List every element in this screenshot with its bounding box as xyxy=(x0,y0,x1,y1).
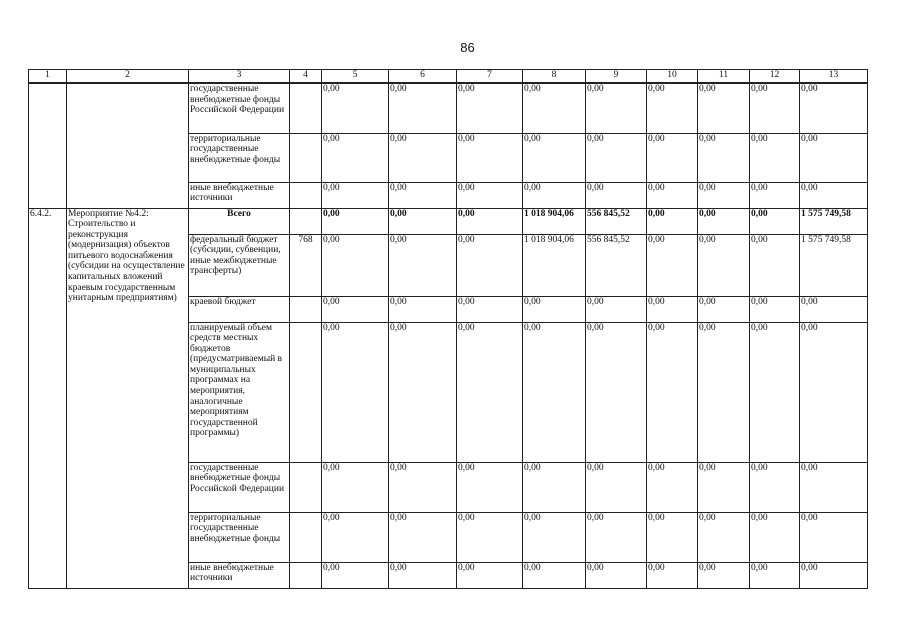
value-cell: 0,00 xyxy=(457,83,523,133)
code-cell xyxy=(290,296,322,322)
funding-source-total: Всего xyxy=(189,208,290,234)
value-cell: 0,00 xyxy=(698,208,750,234)
value-cell: 0,00 xyxy=(586,296,647,322)
value-cell: 0,00 xyxy=(800,133,868,182)
code-cell xyxy=(290,462,322,512)
value-cell: 0,00 xyxy=(750,462,800,512)
header-col-2: 2 xyxy=(67,70,189,84)
header-col-9: 9 xyxy=(586,70,647,84)
value-cell: 0,00 xyxy=(647,562,698,588)
value-cell: 0,00 xyxy=(750,562,800,588)
table-row xyxy=(29,83,868,133)
code-cell xyxy=(290,83,322,133)
value-cell: 0,00 xyxy=(698,234,750,296)
value-cell: 0,00 xyxy=(322,512,389,562)
value-cell: 0,00 xyxy=(698,322,750,462)
value-cell: 0,00 xyxy=(322,83,389,133)
value-cell: 0,00 xyxy=(523,562,586,588)
value-cell: 0,00 xyxy=(586,562,647,588)
value-cell: 0,00 xyxy=(322,133,389,182)
value-cell: 0,00 xyxy=(586,133,647,182)
value-cell: 0,00 xyxy=(647,133,698,182)
value-cell: 0,00 xyxy=(523,83,586,133)
funding-source: федеральный бюджет (субсидии, субвенции, иные межбюджетные трансферты) xyxy=(189,234,290,296)
header-col-5: 5 xyxy=(322,70,389,84)
funding-source: иные внебюджетные источники xyxy=(189,562,290,588)
code-cell xyxy=(290,182,322,208)
value-cell: 0,00 xyxy=(647,322,698,462)
value-cell: 0,00 xyxy=(523,133,586,182)
header-col-12: 12 xyxy=(750,70,800,84)
value-cell: 0,00 xyxy=(586,462,647,512)
value-cell: 0,00 xyxy=(389,562,457,588)
value-cell: 0,00 xyxy=(647,234,698,296)
section-name: Мероприятие №4.2: Строительство и реконструкция (модернизация) объектов питьевого водоснабжения (субсидии на осуществление капитальных вложений краевым государственным унитарным предприятиям) xyxy=(67,208,189,588)
value-cell: 0,00 xyxy=(523,322,586,462)
value-cell: 0,00 xyxy=(322,296,389,322)
header-row xyxy=(29,70,868,84)
header-col-1: 1 xyxy=(29,70,67,84)
value-cell: 0,00 xyxy=(457,512,523,562)
value-cell: 0,00 xyxy=(750,133,800,182)
total-row xyxy=(29,208,868,234)
value-cell: 0,00 xyxy=(523,462,586,512)
header-col-3: 3 xyxy=(189,70,290,84)
value-cell: 0,00 xyxy=(800,512,868,562)
funding-source: государственные внебюджетные фонды Российской Федерации xyxy=(189,462,290,512)
header-col-6: 6 xyxy=(389,70,457,84)
value-cell: 0,00 xyxy=(322,322,389,462)
code-cell xyxy=(290,133,322,182)
value-cell: 0,00 xyxy=(800,322,868,462)
value-cell: 0,00 xyxy=(586,182,647,208)
value-cell: 0,00 xyxy=(586,322,647,462)
value-cell: 0,00 xyxy=(457,234,523,296)
value-cell: 1 575 749,58 xyxy=(800,234,868,296)
funding-source: территориальные государственные внебюджетные фонды xyxy=(189,512,290,562)
value-cell: 556 845,52 xyxy=(586,208,647,234)
value-cell: 0,00 xyxy=(750,512,800,562)
prev-section-name xyxy=(67,83,189,208)
page-number: 86 xyxy=(460,40,475,55)
funding-source: государственные внебюджетные фонды Российской Федерации xyxy=(189,83,290,133)
value-cell: 0,00 xyxy=(698,83,750,133)
code-cell xyxy=(290,208,322,234)
code-cell xyxy=(290,512,322,562)
value-cell: 0,00 xyxy=(698,512,750,562)
value-cell: 0,00 xyxy=(389,296,457,322)
funding-source: территориальные государственные внебюджетные фонды xyxy=(189,133,290,182)
value-cell: 0,00 xyxy=(750,182,800,208)
value-cell: 0,00 xyxy=(457,322,523,462)
value-cell: 0,00 xyxy=(800,182,868,208)
value-cell: 1 018 904,06 xyxy=(523,208,586,234)
value-cell: 0,00 xyxy=(389,208,457,234)
value-cell: 0,00 xyxy=(322,208,389,234)
value-cell: 0,00 xyxy=(389,512,457,562)
header-col-10: 10 xyxy=(647,70,698,84)
value-cell: 0,00 xyxy=(457,562,523,588)
value-cell: 0,00 xyxy=(800,562,868,588)
value-cell: 0,00 xyxy=(800,296,868,322)
header-col-8: 8 xyxy=(523,70,586,84)
value-cell: 0,00 xyxy=(322,234,389,296)
header-col-7: 7 xyxy=(457,70,523,84)
value-cell: 0,00 xyxy=(389,133,457,182)
value-cell: 0,00 xyxy=(322,182,389,208)
value-cell: 0,00 xyxy=(647,462,698,512)
value-cell: 1 575 749,58 xyxy=(800,208,868,234)
value-cell: 0,00 xyxy=(389,322,457,462)
value-cell: 0,00 xyxy=(457,208,523,234)
value-cell: 0,00 xyxy=(523,512,586,562)
value-cell: 556 845,52 xyxy=(586,234,647,296)
value-cell: 0,00 xyxy=(698,133,750,182)
value-cell: 0,00 xyxy=(389,234,457,296)
code-cell: 768 xyxy=(290,234,322,296)
value-cell: 0,00 xyxy=(586,83,647,133)
header-col-13: 13 xyxy=(800,70,868,84)
value-cell: 0,00 xyxy=(698,296,750,322)
value-cell: 0,00 xyxy=(750,234,800,296)
value-cell: 0,00 xyxy=(647,208,698,234)
code-cell xyxy=(290,322,322,462)
budget-table xyxy=(28,69,868,589)
value-cell: 0,00 xyxy=(322,562,389,588)
value-cell: 0,00 xyxy=(647,296,698,322)
value-cell: 0,00 xyxy=(647,512,698,562)
value-cell: 0,00 xyxy=(750,83,800,133)
prev-section-number xyxy=(29,83,67,208)
value-cell: 0,00 xyxy=(698,462,750,512)
funding-source: планируемый объем средств местных бюджетов (предусматриваемый в муниципальных программах на мероприятия, аналогичные мероприятиям государственной программы) xyxy=(189,322,290,462)
value-cell: 0,00 xyxy=(647,83,698,133)
value-cell: 0,00 xyxy=(322,462,389,512)
value-cell: 0,00 xyxy=(750,208,800,234)
value-cell: 0,00 xyxy=(457,462,523,512)
funding-source: иные внебюджетные источники xyxy=(189,182,290,208)
value-cell: 1 018 904,06 xyxy=(523,234,586,296)
value-cell: 0,00 xyxy=(750,296,800,322)
header-col-11: 11 xyxy=(698,70,750,84)
value-cell: 0,00 xyxy=(389,182,457,208)
value-cell: 0,00 xyxy=(523,296,586,322)
value-cell: 0,00 xyxy=(523,182,586,208)
funding-source: краевой бюджет xyxy=(189,296,290,322)
value-cell: 0,00 xyxy=(647,182,698,208)
value-cell: 0,00 xyxy=(586,512,647,562)
value-cell: 0,00 xyxy=(457,182,523,208)
value-cell: 0,00 xyxy=(698,182,750,208)
value-cell: 0,00 xyxy=(750,322,800,462)
value-cell: 0,00 xyxy=(389,462,457,512)
value-cell: 0,00 xyxy=(457,296,523,322)
value-cell: 0,00 xyxy=(457,133,523,182)
section-number: 6.4.2. xyxy=(29,208,67,588)
value-cell: 0,00 xyxy=(698,562,750,588)
header-col-4: 4 xyxy=(290,70,322,84)
value-cell: 0,00 xyxy=(800,462,868,512)
value-cell: 0,00 xyxy=(800,83,868,133)
value-cell: 0,00 xyxy=(389,83,457,133)
code-cell xyxy=(290,562,322,588)
